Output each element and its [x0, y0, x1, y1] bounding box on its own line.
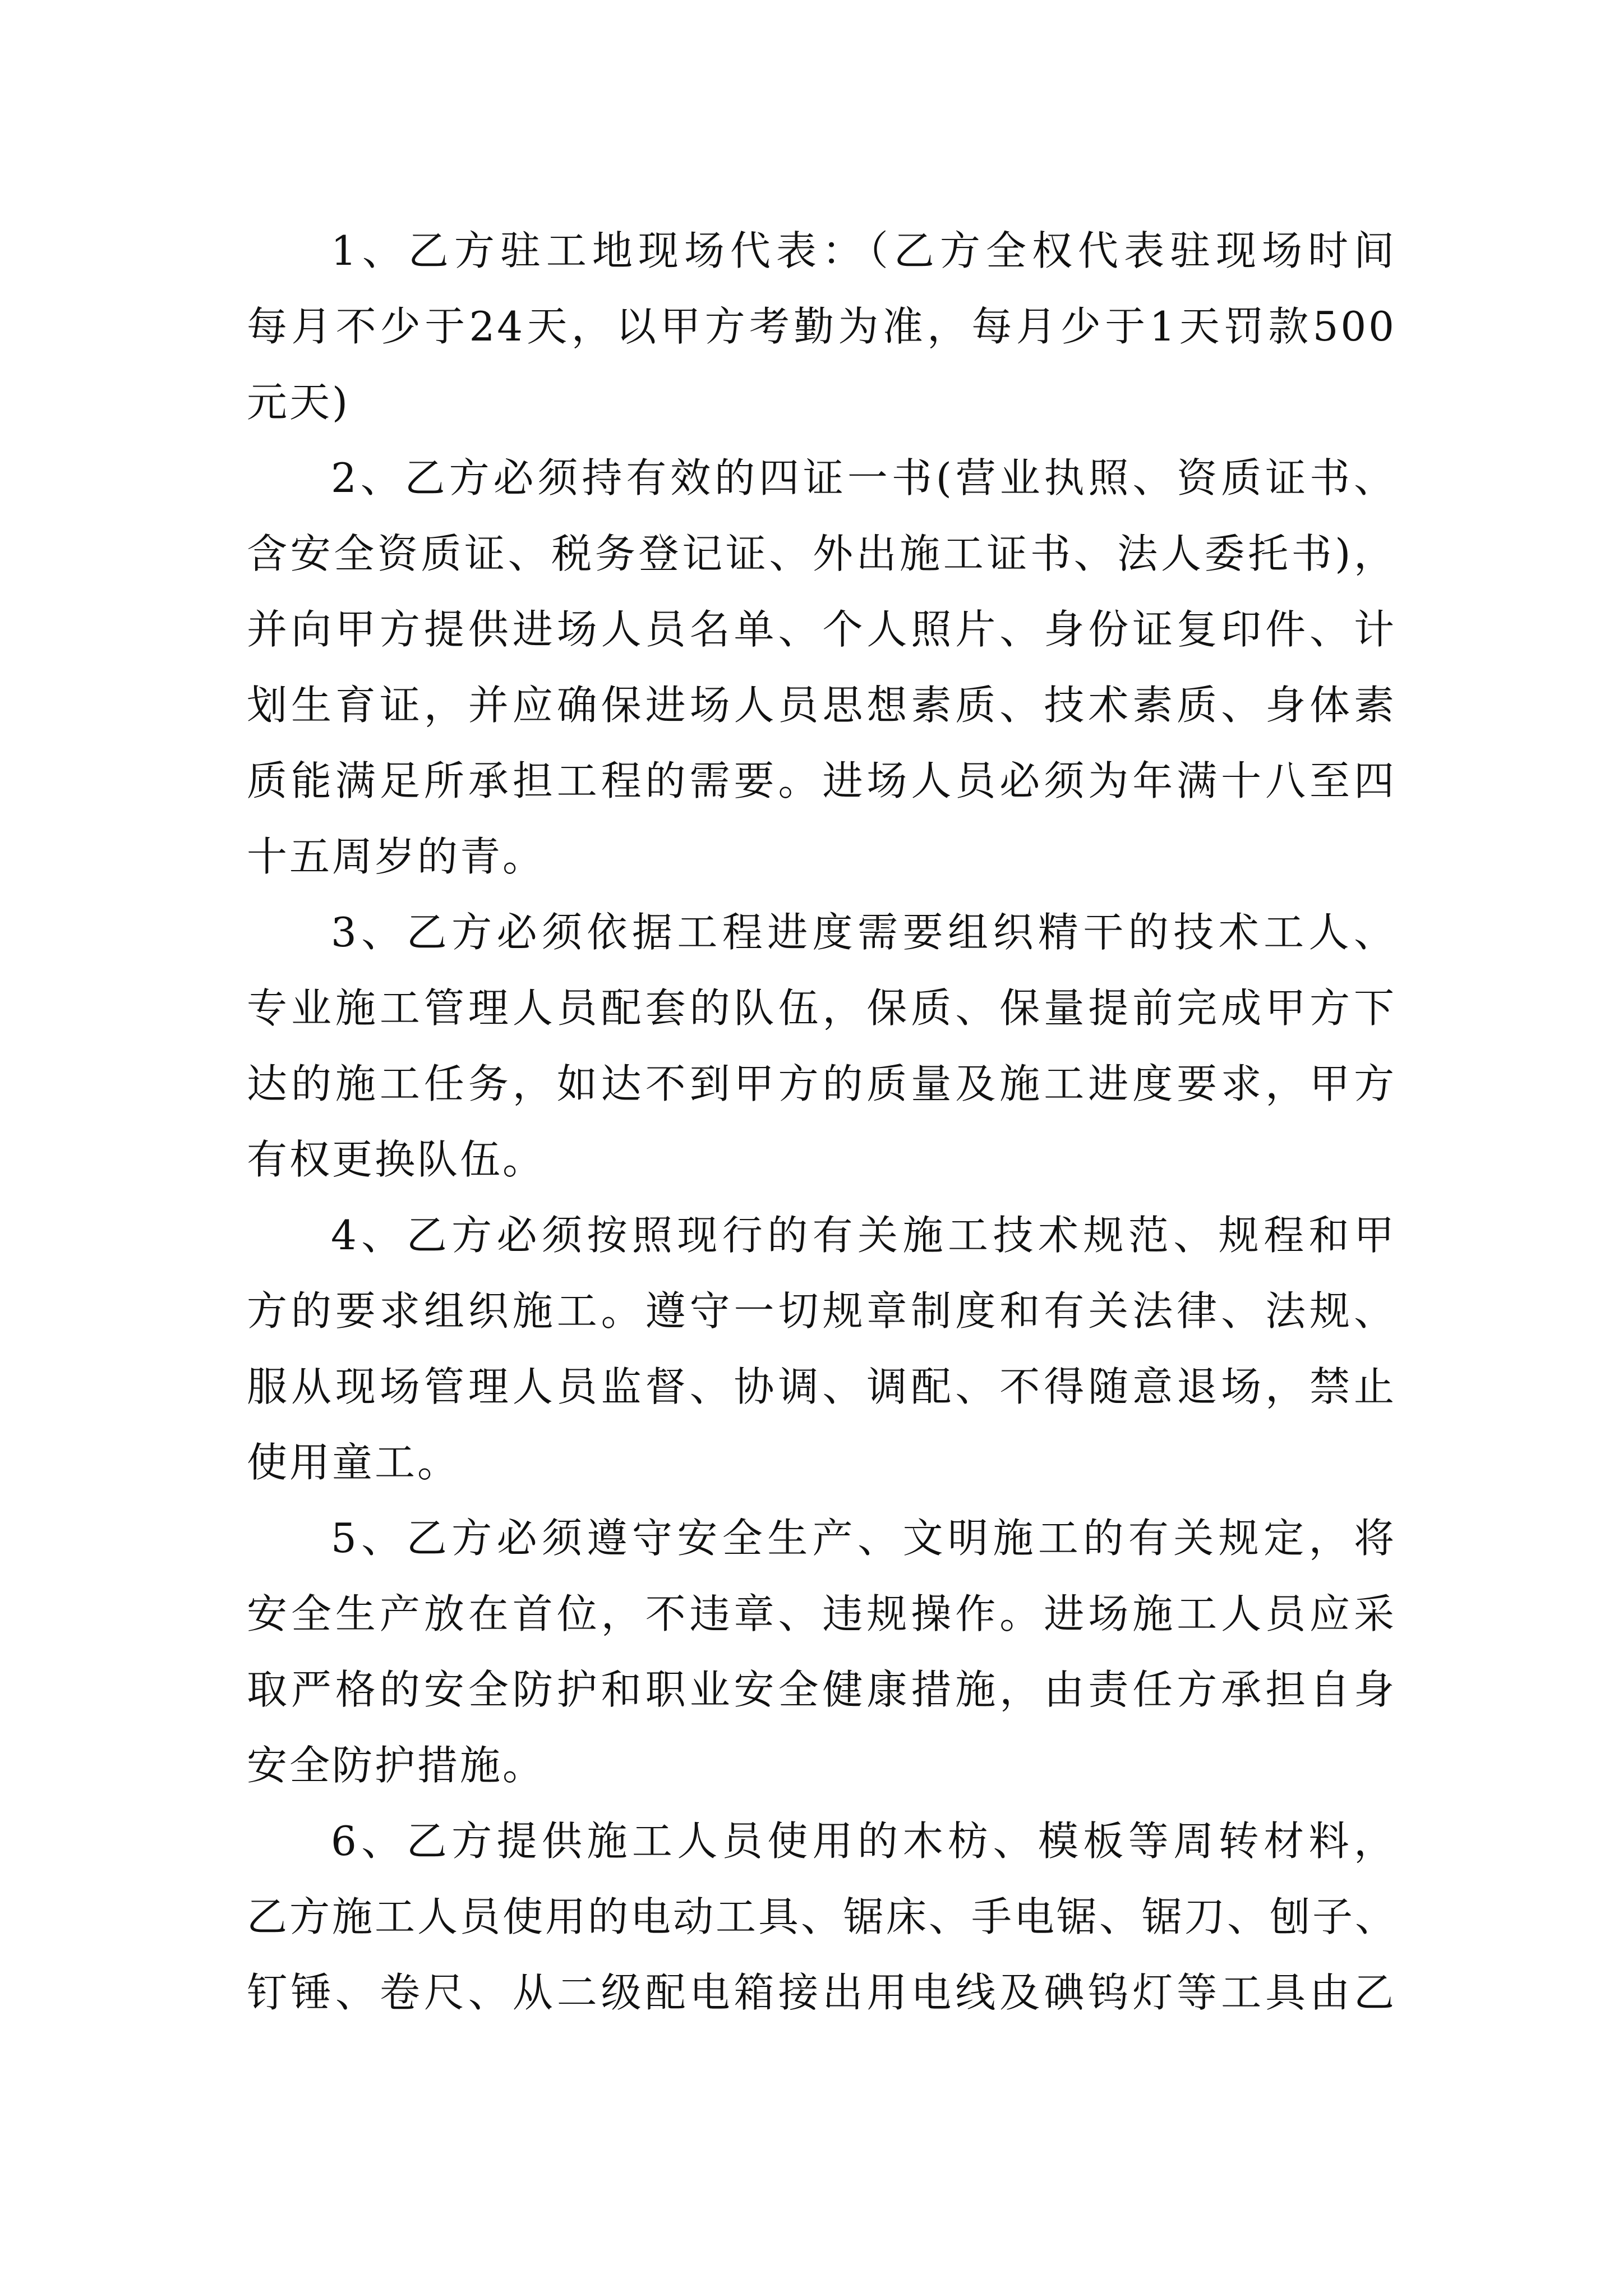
- paragraph-1: [247, 213, 1396, 440]
- text-line: 每月不少于24天，以甲方考勤为准，每月少于1天罚款500: [247, 303, 1396, 350]
- paragraph-2: [247, 440, 1396, 895]
- paragraph-3: [247, 895, 1396, 1198]
- text-line: 达的施工任务，如达不到甲方的质量及施工进度要求，甲方: [247, 1060, 1396, 1107]
- text-line: 并向甲方提供进场人员名单、个人照片、身份证复印件、计: [247, 606, 1396, 653]
- text-line: 服从现场管理人员监督、协调、调配、不得随意退场，禁止: [247, 1363, 1396, 1410]
- text-line: 5、乙方必须遵守安全生产、文明施工的有关规定，将: [331, 1515, 1396, 1562]
- text-line: 含安全资质证、税务登记证、外出施工证书、法人委托书)，: [247, 530, 1396, 577]
- text-line: 1、乙方驻工地现场代表：（乙方全权代表驻现场时间: [331, 227, 1396, 274]
- text-line: 2、乙方必须持有效的四证一书(营业执照、资质证书、: [331, 454, 1396, 501]
- paragraph-5: [247, 1501, 1396, 1803]
- text-line: 6、乙方提供施工人员使用的木枋、模板等周转材料，: [331, 1818, 1396, 1865]
- text-line: 安全防护措施。: [247, 1742, 546, 1789]
- text-line: 钉锤、卷尺、从二级配电箱接出用电线及碘钨灯等工具由乙: [247, 1969, 1396, 2016]
- text-line: 安全生产放在首位，不违章、违规操作。进场施工人员应采: [247, 1590, 1396, 1637]
- text-line: 十五周岁的青。: [247, 833, 546, 880]
- text-line: 划生育证，并应确保进场人员思想素质、技术素质、身体素: [247, 682, 1396, 729]
- paragraph-4: [247, 1198, 1396, 1501]
- text-line: 质能满足所承担工程的需要。进场人员必须为年满十八至四: [247, 757, 1396, 804]
- text-line: 方的要求组织施工。遵守一切规章制度和有关法律、法规、: [247, 1287, 1396, 1335]
- text-line: 专业施工管理人员配套的队伍，保质、保量提前完成甲方下: [247, 984, 1396, 1032]
- text-line: 取严格的安全防护和职业安全健康措施，由责任方承担自身: [247, 1666, 1396, 1713]
- paragraph-6: [247, 1803, 1396, 2031]
- text-line: 4、乙方必须按照现行的有关施工技术规范、规程和甲: [331, 1212, 1396, 1259]
- text-line: 元天): [247, 379, 351, 426]
- text-line: 有权更换队伍。: [247, 1136, 546, 1183]
- text-line: 3、乙方必须依据工程进度需要组织精干的技术工人、: [331, 909, 1396, 956]
- text-line: 使用童工。: [247, 1439, 460, 1486]
- text-line: 乙方施工人员使用的电动工具、锯床、手电锯、锯刀、刨子、: [247, 1893, 1398, 1940]
- document-body: [247, 213, 1396, 2031]
